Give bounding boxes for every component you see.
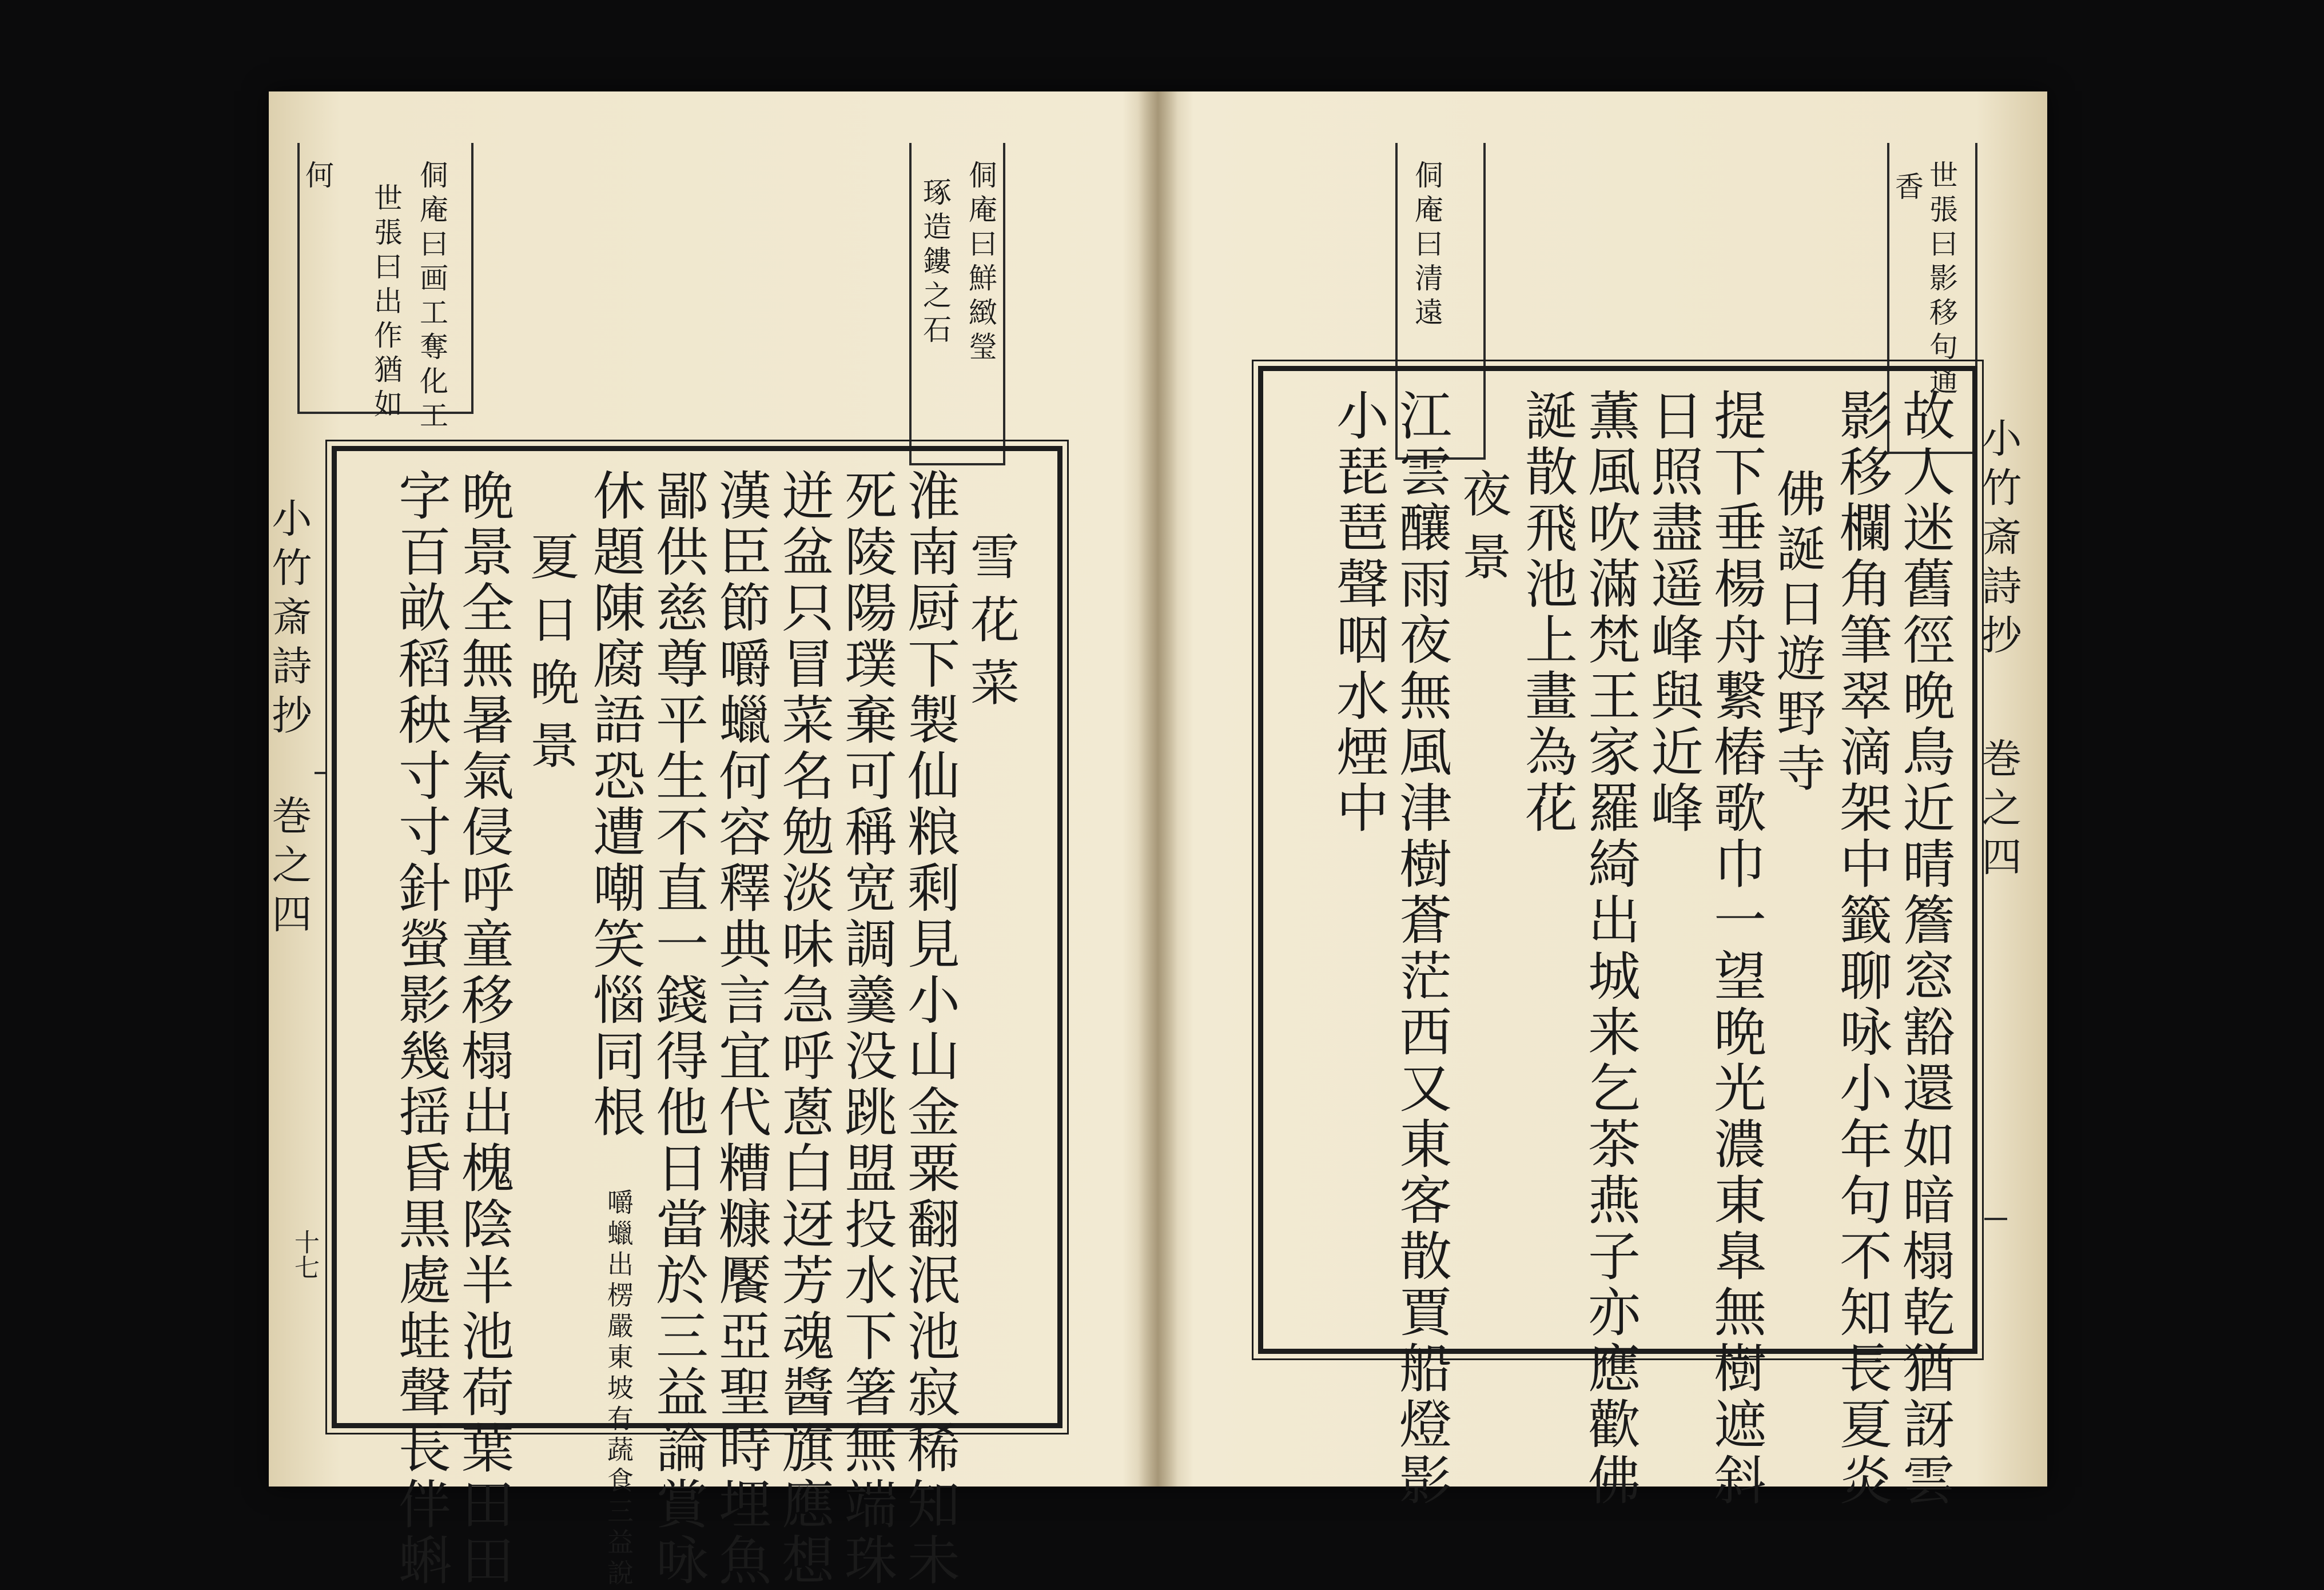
margin-note: 侗庵曰画工奪化工 <box>415 160 448 435</box>
poem-title: 夜景 <box>1454 468 1511 594</box>
text-column: 誕散飛池上畫為花 <box>1517 388 1578 836</box>
right-page <box>1172 97 2030 1509</box>
side-title: 小竹斎詩抄 <box>1975 417 2022 663</box>
text-column: 日照盡遥峰與近峰 <box>1642 388 1704 836</box>
text-column: 迸盆只冒菜名勉淡味急呼蔥白迓芳魂醬旗應想 <box>773 468 834 1589</box>
text-column: 死陵陽璞棄可稱宽調羹没跳盟投水下箸無端珠 <box>836 468 897 1589</box>
poem-title: 佛誕日遊野寺 <box>1768 468 1825 798</box>
margin-note: 香 <box>1891 172 1924 206</box>
side-volume: 巻之四 <box>1975 738 2022 885</box>
text-column: 江雲釀雨夜無風津樹蒼茫西又東客散賈船燈影 <box>1391 388 1452 1509</box>
margin-note: 侗庵曰清遠 <box>1410 160 1443 332</box>
left-page <box>265 97 1144 1590</box>
poem-title: 夏日晩景 <box>522 531 579 783</box>
text-frame-right <box>1258 366 1977 1509</box>
side-volume: 巻之四 <box>265 795 312 942</box>
text-column: 影移欄角筆翠滴架中籤聊咏小年句不知長夏炎 <box>1831 388 1892 1509</box>
text-column: 故人迷舊徑晩鳥近晴簷窓豁還如暗榻乾猶訝雲 <box>1894 388 1955 1509</box>
side-title: 小竹斎詩抄 <box>265 497 312 743</box>
text-column: 字百畝稻秧寸寸針螢影幾揺昏黒處蛙聲長伴蝌 <box>390 468 451 1589</box>
margin-note: 何 <box>301 160 334 194</box>
text-column: 漢臣節嚼蠟何容釋典言宜代糟糠饜亞聖時埋魚 <box>710 468 771 1589</box>
text-column: 晩景全無暑氣侵呼童移榻出槐陰半池荷葉田田 <box>453 468 514 1589</box>
text-column: 鄙供慈尊平生不直一錢得他日當於三益論賞咏 <box>647 468 709 1589</box>
poem-title: 雪花菜 <box>962 531 1019 720</box>
text-column: 小琵琶聲咽水煙中 <box>1328 388 1389 836</box>
text-column: 薫風吹滿梵王家羅綺出城来乞茶燕子亦應歡佛 <box>1579 388 1641 1509</box>
text-column: 提下垂楊舟繋樁歌巾一望晩光濃東臯無樹遮斜 <box>1705 388 1766 1509</box>
margin-note: 琢造鏤之石 <box>918 177 952 349</box>
text-frame-left <box>332 446 1062 1590</box>
margin-note: 世張曰影移句通 <box>1925 160 1958 400</box>
text-annotation: 嚼蠟出楞嚴東坡有蔬食三益說 <box>603 1189 634 1590</box>
open-book <box>265 91 2047 1590</box>
margin-note: 侗庵曰鮮緻瑩 <box>964 160 997 366</box>
text-column: 淮南厨下製仙粮剩見小山金粟翻泯池寂稀知未 <box>899 468 960 1589</box>
margin-note: 世張曰出作猶如 <box>369 183 403 423</box>
page-number: 十七 <box>290 1229 319 1280</box>
text-column: 休題陳腐語恐遭嘲笑惱同根 <box>584 468 646 1141</box>
